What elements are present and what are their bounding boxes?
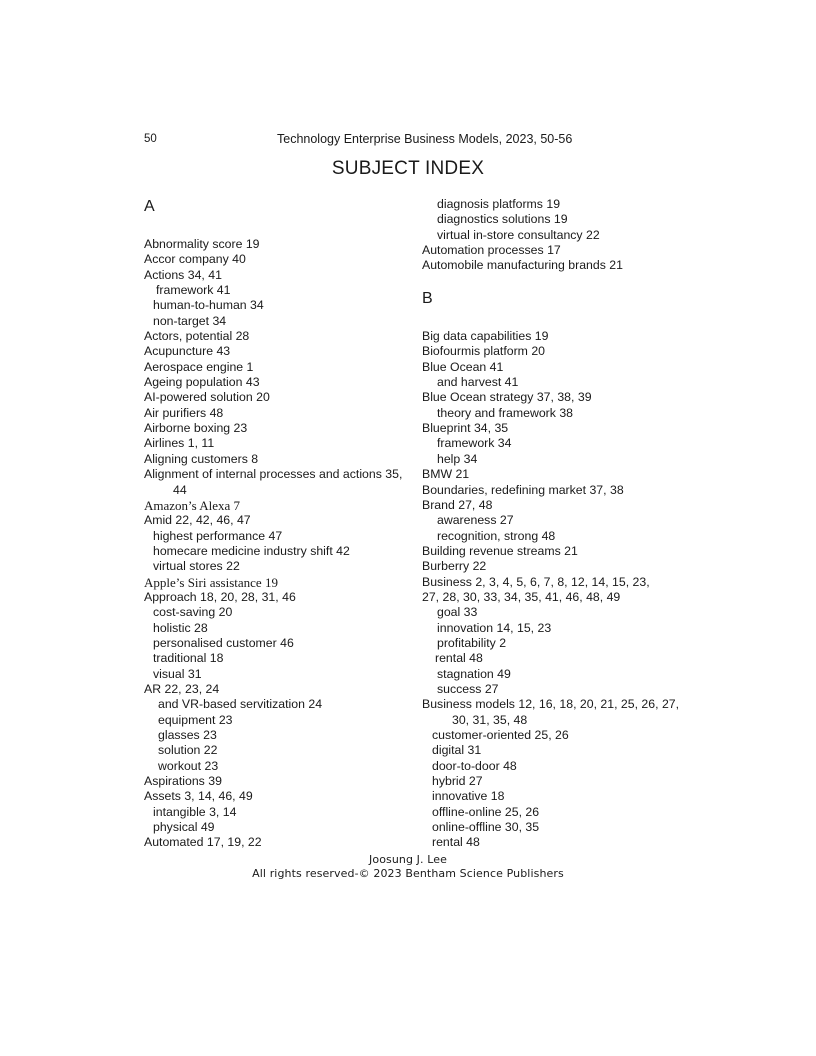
index-entry: Automation processes 17 bbox=[422, 243, 561, 258]
index-subentry: help 34 bbox=[437, 451, 478, 466]
index-entry: Aerospace engine 1 bbox=[144, 359, 254, 374]
index-entry: Ageing population 43 bbox=[144, 375, 260, 390]
footer-copyright: All rights reserved-© 2023 Bentham Science Publishers bbox=[252, 867, 564, 880]
index-entry: Approach 18, 20, 28, 31, 46 bbox=[144, 589, 296, 604]
index-entry: Automated 17, 19, 22 bbox=[144, 835, 262, 850]
index-subentry: cost-saving 20 bbox=[153, 605, 233, 620]
index-subentry: goal 33 bbox=[437, 605, 478, 620]
index-subentry: personalised customer 46 bbox=[153, 635, 294, 650]
index-entry: Big data capabilities 19 bbox=[422, 329, 549, 344]
index-column-left bbox=[144, 197, 404, 851]
index-entry: Abnormality score 19 bbox=[144, 237, 260, 251]
index-subentry: and VR-based servitization 24 bbox=[158, 697, 323, 712]
index-subentry: highest performance 47 bbox=[153, 528, 283, 543]
index-entry: Blueprint 34, 35 bbox=[422, 421, 509, 436]
index-entry: Aligning customers 8 bbox=[144, 451, 259, 466]
index-section-letter: A bbox=[144, 198, 155, 215]
index-entry: Air purifiers 48 bbox=[144, 405, 224, 420]
index-entry: Amazon’s Alexa 7 bbox=[144, 497, 241, 513]
index-subentry: success 27 bbox=[437, 681, 499, 696]
index-entry: Accor company 40 bbox=[144, 252, 246, 267]
index-subentry: customer-oriented 25, 26 bbox=[432, 728, 569, 742]
index-entry: Blue Ocean strategy 37, 38, 39 bbox=[422, 390, 592, 405]
index-entry: Blue Ocean 41 bbox=[422, 359, 504, 374]
index-subentry: non-target 34 bbox=[153, 313, 227, 328]
index-entry: BMW 21 bbox=[422, 467, 470, 482]
index-subentry: and harvest 41 bbox=[437, 375, 519, 390]
index-entry: Boundaries, redefining market 37, 38 bbox=[422, 482, 624, 497]
index-entry: Acupuncture 43 bbox=[144, 344, 231, 359]
index-subentry: rental 48 bbox=[435, 651, 483, 666]
index-subentry: workout 23 bbox=[158, 758, 219, 773]
index-subentry: equipment 23 bbox=[158, 712, 233, 727]
index-subentry: traditional 18 bbox=[153, 651, 224, 666]
index-entry: Amid 22, 42, 46, 47 bbox=[144, 513, 251, 528]
index-entry: AR 22, 23, 24 bbox=[144, 681, 220, 696]
index-subentry: door-to-door 48 bbox=[432, 758, 517, 773]
index-subentry: diagnostics solutions 19 bbox=[437, 212, 568, 227]
index-subentry: innovation 14, 15, 23 bbox=[437, 620, 552, 635]
page-number: 50 bbox=[144, 133, 157, 145]
index-subentry: glasses 23 bbox=[158, 728, 217, 742]
index-column-right bbox=[422, 197, 692, 851]
index-subentry: holistic 28 bbox=[153, 620, 208, 635]
index-subentry: virtual in-store consultancy 22 bbox=[437, 227, 600, 242]
index-subentry: framework 41 bbox=[156, 283, 231, 298]
index-entry: Brand 27, 48 bbox=[422, 497, 493, 512]
index-entry: Business 2, 3, 4, 5, 6, 7, 8, 12, 14, 15, 23, bbox=[422, 574, 650, 589]
index-entry: Airborne boxing 23 bbox=[144, 421, 248, 436]
index-subentry: profitability 2 bbox=[437, 635, 507, 650]
section-spacer bbox=[422, 274, 692, 289]
index-entry: Automobile manufacturing brands 21 bbox=[422, 258, 623, 273]
index-entry: Biofourmis platform 20 bbox=[422, 344, 546, 359]
index-subentry: homecare medicine industry shift 42 bbox=[153, 543, 350, 558]
index-entry: Actors, potential 28 bbox=[144, 329, 250, 344]
index-entry: Airlines 1, 11 bbox=[144, 436, 215, 451]
index-subentry: online-offline 30, 35 bbox=[432, 820, 540, 835]
index-entry: Actions 34, 41 bbox=[144, 267, 222, 282]
index-subentry: human-to-human 34 bbox=[153, 298, 264, 313]
index-entry: Assets 3, 14, 46, 49 bbox=[144, 789, 253, 804]
index-entry: Apple’s Siri assistance 19 bbox=[144, 574, 278, 590]
index-entry: Business models 12, 16, 18, 20, 21, 25, 26, 27, bbox=[422, 697, 680, 712]
index-subentry: virtual stores 22 bbox=[153, 559, 240, 574]
index-subentry: theory and framework 38 bbox=[437, 405, 574, 420]
index-subentry: offline-online 25, 26 bbox=[432, 804, 540, 819]
index-subentry: solution 22 bbox=[158, 743, 218, 758]
index-subentry: innovative 18 bbox=[432, 789, 505, 804]
index-subentry: 30, 31, 35, 48 bbox=[452, 712, 528, 727]
index-entry: Alignment of internal processes and actions 35, 44 bbox=[144, 467, 403, 497]
index-section-letter: B bbox=[422, 290, 433, 308]
index-subentry: intangible 3, 14 bbox=[153, 804, 237, 819]
index-subentry: visual 31 bbox=[153, 666, 202, 681]
index-subentry: rental 48 bbox=[432, 835, 480, 850]
index-entry: Building revenue streams 21 bbox=[422, 543, 578, 558]
index-subentry: stagnation 49 bbox=[437, 666, 511, 681]
index-subentry: physical 49 bbox=[153, 820, 215, 835]
running-header: Technology Enterprise Business Models, 2023, 50-56 bbox=[277, 132, 573, 146]
index-entry: AI-powered solution 20 bbox=[144, 390, 270, 405]
index-subentry: hybrid 27 bbox=[432, 774, 483, 789]
index-entry: Burberry 22 bbox=[422, 559, 487, 574]
index-subentry: awareness 27 bbox=[437, 513, 514, 528]
index-entry: 27, 28, 30, 33, 34, 35, 41, 46, 48, 49 bbox=[422, 589, 621, 604]
index-subentry: digital 31 bbox=[432, 743, 482, 758]
index-subentry: recognition, strong 48 bbox=[437, 528, 556, 543]
page-title: SUBJECT INDEX bbox=[331, 158, 485, 179]
index-subentry: framework 34 bbox=[437, 436, 512, 451]
index-entry: Aspirations 39 bbox=[144, 774, 222, 789]
index-subentry: diagnosis platforms 19 bbox=[437, 197, 561, 211]
footer-author: Joosung J. Lee bbox=[369, 853, 447, 866]
